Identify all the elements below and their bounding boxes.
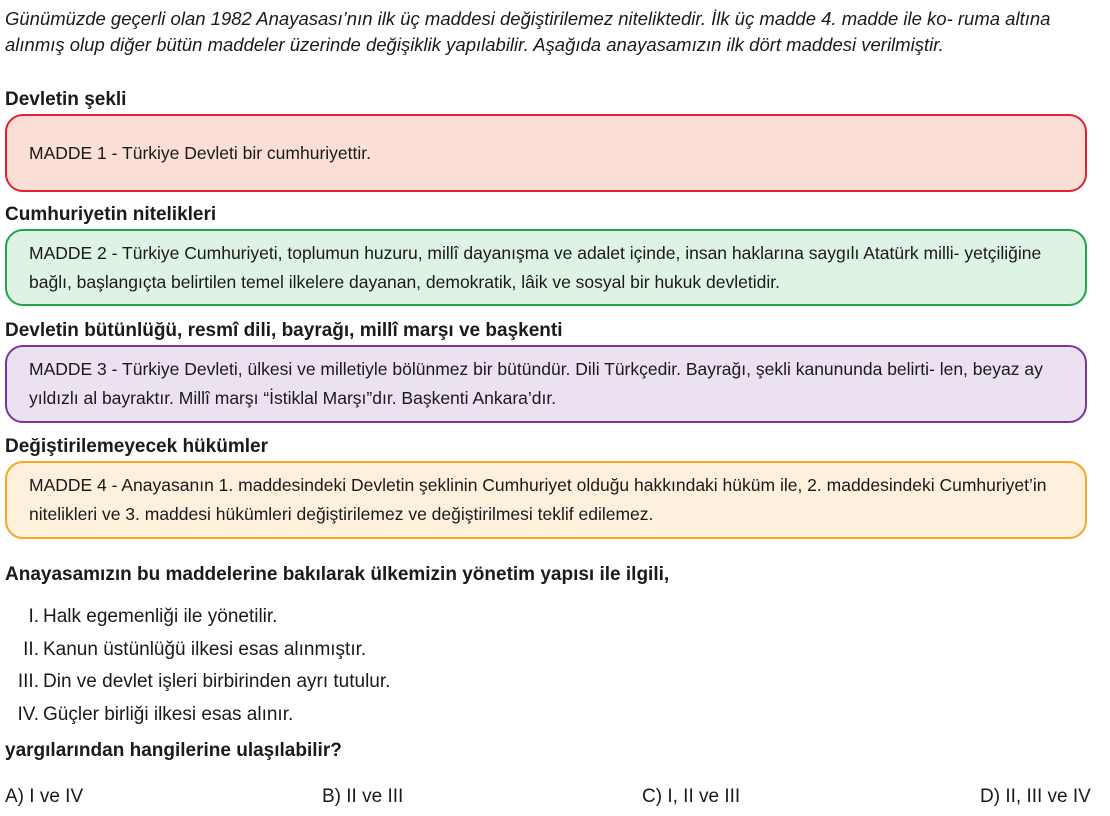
statement-number: I. (28, 606, 39, 627)
statement-number: IV. (17, 703, 39, 725)
statement-text: Din ve devlet işleri birbirinden ayrı tutulur. (43, 671, 391, 692)
statement-item (5, 601, 390, 634)
madde-1-box (5, 114, 1087, 192)
madde-3-text: MADDE 3 - Türkiye Devleti, ülkesi ve milletiyle bölünmez bir bütündür. Dili Türkçedir. Bayrağı, şekli kanununda belirti- len, beyaz ay yıldızlı al bayraktır. Millî marşı “İstiklal Marşı”dır. Başkenti Ankara’dır. (29, 359, 1043, 408)
statement-number: II. (23, 638, 39, 660)
heading-devletin-sekli: Devletin şekli (5, 89, 127, 110)
statement-item (5, 634, 390, 667)
madde-3-box (5, 345, 1087, 423)
heading-cumhuriyetin-nitelikleri: Cumhuriyetin nitelikleri (5, 204, 217, 225)
statement-item (5, 699, 390, 732)
heading-devletin-butunlugu: Devletin bütünlüğü, resmî dili, bayrağı, millî marşı ve başkenti (5, 320, 563, 341)
choice-c[interactable]: C) I, II ve III (642, 786, 741, 807)
statement-number: III. (17, 671, 39, 692)
choice-d[interactable]: D) II, III ve IV (980, 786, 1091, 807)
statement-list (5, 601, 390, 731)
question-ask: yargılarından hangilerine ulaşılabilir? (5, 740, 342, 761)
choice-a[interactable]: A) I ve IV (5, 786, 84, 807)
intro-paragraph: Günümüzde geçerli olan 1982 Anayasası’nın ilk üç maddesi değiştirilemez niteliktedir. İlk üç madde 4. madde ile ko- ruma altına alınmış olup diğer bütün maddeler üzerinde değişiklik yapılabilir. Aşağıda anayasamızın ilk dört maddesi verilmiştir. (5, 8, 1051, 55)
statement-text: Güçler birliği ilkesi esas alınır. (43, 703, 294, 725)
heading-degistirilemeyecek-hukumler: Değiştirilemeyecek hükümler (5, 436, 268, 457)
question-stem: Anayasamızın bu maddelerine bakılarak ülkemizin yönetim yapısı ile ilgili, (5, 564, 670, 585)
statement-text: Kanun üstünlüğü ilkesi esas alınmıştır. (43, 638, 367, 660)
choice-b[interactable]: B) II ve III (322, 786, 404, 807)
madde-1-text: MADDE 1 - Türkiye Devleti bir cumhuriyettir. (29, 142, 371, 163)
statement-text: Halk egemenliği ile yönetilir. (43, 606, 278, 627)
madde-2-text: MADDE 2 - Türkiye Cumhuriyeti, toplumun huzuru, millî dayanışma ve adalet içinde, insan haklarına saygılı Atatürk milli- yetçiliğine bağlı, başlangıçta belirtilen temel ilkelere dayanan, demokratik, lâik ve sosyal bir hukuk devletidir. (29, 242, 1042, 292)
statement-item (5, 666, 390, 699)
madde-4-box (5, 461, 1087, 539)
madde-2-box (5, 229, 1087, 306)
madde-4-text: MADDE 4 - Anayasanın 1. maddesindeki Devletin şeklinin Cumhuriyet olduğu hakkındaki hüküm ile, 2. maddesindeki Cumhuriyet’in nitelikleri ve 3. maddesi hükümleri değiştirilemez ve değiştirilmesi teklif edilemez. (29, 475, 1047, 524)
